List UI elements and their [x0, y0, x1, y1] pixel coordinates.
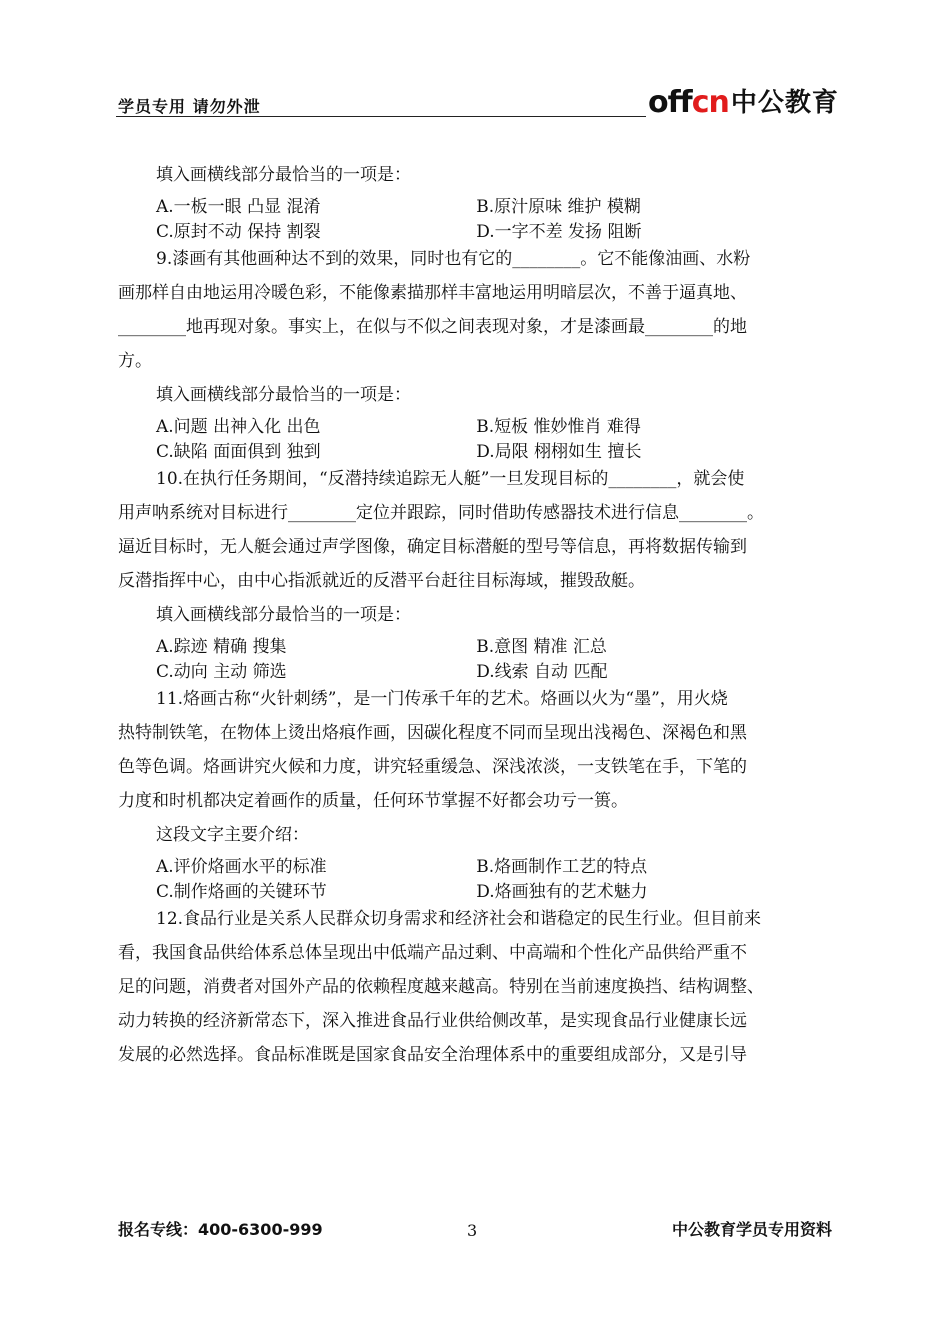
q9-option-d: D.局限 栩栩如生 擅长: [476, 442, 642, 462]
q11-line: 热特制铁笔，在物体上烫出烙痕作画，因碳化程度不同而呈现出浅褐色、深褐色和黑: [118, 723, 747, 743]
q9-prompt: 填入画横线部分最恰当的一项是：: [156, 385, 411, 405]
q11-options-row-2: [118, 877, 832, 902]
q8-option-a: A.一板一眼 凸显 混淆: [156, 197, 321, 217]
q8-option-d: D.一字不差 发扬 阻断: [476, 222, 642, 242]
q10-option-b: B.意图 精准 汇总: [476, 637, 607, 657]
q11-option-c: C.制作烙画的关键环节: [156, 882, 327, 902]
q8-options-row-2: [118, 217, 832, 242]
header-rule: [116, 116, 646, 117]
page-number: 3: [467, 1221, 478, 1240]
offcn-logo: [648, 82, 839, 118]
q11-options-row-1: [118, 852, 832, 877]
q10-option-d: D.线索 自动 匹配: [476, 662, 608, 682]
q8-option-b: B.原汁原味 维护 模糊: [476, 197, 641, 217]
q11-line: 11.烙画古称“火针刺绣”，是一门传承千年的艺术。烙画以火为“墨”，用火烧: [156, 689, 728, 709]
q11-prompt: 这段文字主要介绍：: [156, 825, 309, 845]
q9-option-b: B.短板 惟妙惟肖 难得: [476, 417, 641, 437]
document-body: [118, 158, 832, 1072]
q11-option-a: A.评价烙画水平的标准: [156, 857, 327, 877]
q9-option-c: C.缺陷 面面俱到 独到: [156, 442, 321, 462]
header-note: 学员专用 请勿外泄: [118, 97, 261, 116]
q10-line: 反潜指挥中心，由中心指派就近的反潜平台赶往目标海域，摧毁敌艇。: [118, 571, 645, 591]
q10-option-c: C.动向 主动 筛选: [156, 662, 287, 682]
q10-line: 用声呐系统对目标进行________定位并跟踪，同时借助传感器技术进行信息________。: [118, 503, 764, 523]
logo-latin: offcn: [648, 85, 729, 120]
q12-line: 发展的必然选择。食品标准既是国家食品安全治理体系中的重要组成部分，又是引导: [118, 1045, 747, 1065]
q9-options-row-1: [118, 412, 832, 437]
q10-options-row-1: [118, 632, 832, 657]
logo-chinese: 中公教育: [730, 88, 839, 119]
q10-options-row-2: [118, 657, 832, 682]
q9-line: 9.漆画有其他画种达不到的效果，同时也有它的________。它不能像油画、水粉: [156, 249, 751, 269]
q12-line: 动力转换的经济新常态下，深入推进食品行业供给侧改革，是实现食品行业健康长远: [118, 1011, 747, 1031]
q12-line: 12.食品行业是关系人民群众切身需求和经济社会和谐稳定的民生行业。但目前来: [156, 909, 762, 929]
q10-line: 10.在执行任务期间，“反潜持续追踪无人艇”一旦发现目标的________，就会使: [156, 469, 745, 489]
q11-option-b: B.烙画制作工艺的特点: [476, 857, 648, 877]
q11-option-d: D.烙画独有的艺术魅力: [476, 882, 648, 902]
footer-label: 中公教育学员专用资料: [671, 1220, 832, 1239]
q8-option-c: C.原封不动 保持 割裂: [156, 222, 321, 242]
q11-line: 力度和时机都决定着画作的质量，任何环节掌握不好都会功亏一篑。: [118, 791, 628, 811]
q9-line: 画那样自由地运用冷暖色彩，不能像素描那样丰富地运用明暗层次，不善于逼真地、: [118, 283, 747, 303]
q8-options-row-1: [118, 192, 832, 217]
q9-line: 方。: [118, 351, 152, 371]
footer-hotline: 报名专线：400-6300-999: [118, 1220, 323, 1239]
q11-line: 色等色调。烙画讲究火候和力度，讲究轻重缓急、深浅浓淡，一支铁笔在手，下笔的: [118, 757, 747, 777]
q9-line: ________地再现对象。事实上，在似与不似之间表现对象，才是漆画最________的地: [118, 317, 747, 337]
q8-prompt: 填入画横线部分最恰当的一项是：: [156, 165, 411, 185]
q10-option-a: A.踪迹 精确 搜集: [156, 637, 287, 657]
q10-prompt: 填入画横线部分最恰当的一项是：: [156, 605, 411, 625]
q12-line: 看，我国食品供给体系总体呈现出中低端产品过剩、中高端和个性化产品供给严重不: [118, 943, 747, 963]
q9-option-a: A.问题 出神入化 出色: [156, 417, 321, 437]
q10-line: 逼近目标时，无人艇会通过声学图像，确定目标潜艇的型号等信息，再将数据传输到: [118, 537, 747, 557]
q12-line: 足的问题，消费者对国外产品的依赖程度越来越高。特别在当前速度换挡、结构调整、: [118, 977, 764, 997]
q9-options-row-2: [118, 437, 832, 462]
